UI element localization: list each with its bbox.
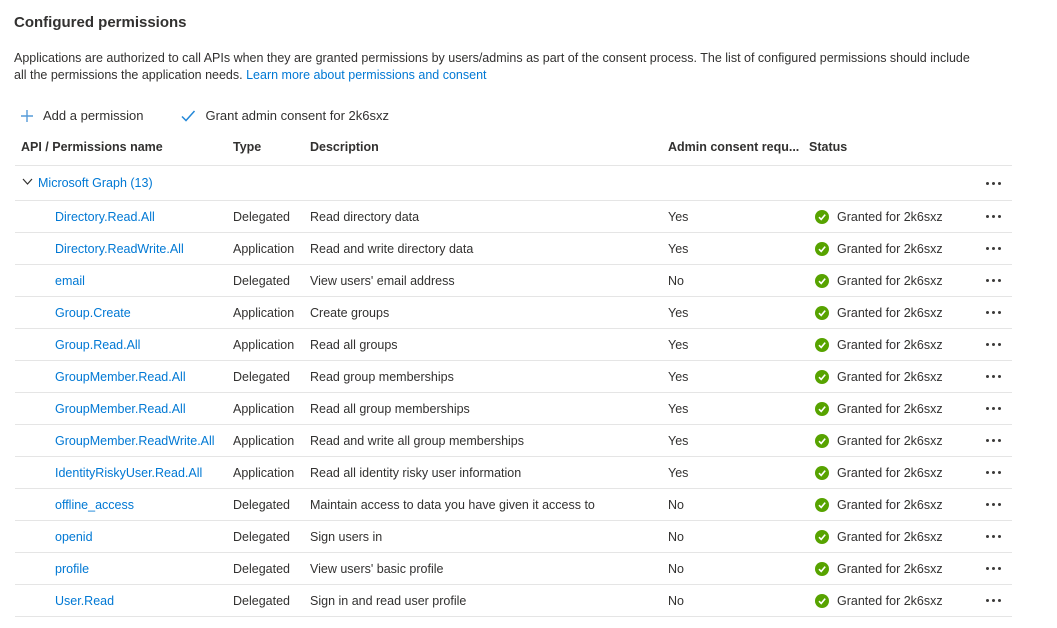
permission-description-cell: Sign users in: [310, 529, 383, 544]
permission-row: [15, 329, 1012, 361]
permission-type-cell: Application: [233, 433, 295, 448]
row-context-menu-button[interactable]: [984, 593, 1003, 608]
ellipsis-horizontal-icon: [986, 279, 989, 282]
row-actions-cell: [975, 433, 1012, 448]
permission-type-cell: Delegated: [233, 593, 290, 608]
permission-name-cell: [15, 306, 233, 320]
status-cell: [809, 562, 975, 576]
page-title: Configured permissions: [14, 14, 187, 31]
check-circle-icon: [815, 434, 829, 448]
ellipsis-horizontal-icon: [986, 407, 989, 410]
permission-name-cell: [15, 498, 233, 512]
row-actions-cell: [975, 273, 1012, 288]
permission-row: [15, 585, 1012, 617]
status-cell: [809, 466, 975, 480]
permission-name-link[interactable]: email: [55, 273, 85, 288]
status-cell: [809, 210, 975, 224]
permission-name-link[interactable]: Directory.ReadWrite.All: [55, 241, 184, 256]
permission-description-cell: Read and write all group memberships: [310, 433, 524, 448]
ellipsis-horizontal-icon: [986, 535, 989, 538]
status-wrap: [809, 434, 975, 448]
row-context-menu-button[interactable]: [984, 369, 1003, 384]
table-body: [15, 201, 1012, 617]
permission-row: [15, 521, 1012, 553]
permission-description-cell: View users' email address: [310, 273, 455, 288]
header-status: Status: [809, 140, 848, 154]
admin-consent-cell: Yes: [668, 433, 689, 448]
row-actions-cell: [975, 593, 1012, 608]
admin-consent-cell: Yes: [668, 305, 689, 320]
permission-description-cell: Read group memberships: [310, 369, 454, 384]
row-context-menu-button[interactable]: [984, 401, 1003, 416]
permission-description-cell: Read all groups: [310, 337, 398, 352]
chevron-down-icon: [21, 175, 34, 191]
check-circle-icon: [815, 338, 829, 352]
permission-name-cell: [15, 434, 233, 448]
status-text: Granted for 2k6sxz: [837, 241, 943, 256]
status-wrap: [809, 562, 975, 576]
ellipsis-horizontal-icon: [986, 343, 989, 346]
ellipsis-horizontal-icon: [986, 599, 989, 602]
row-context-menu-button[interactable]: [984, 433, 1003, 448]
permission-row: [15, 265, 1012, 297]
admin-consent-cell: No: [668, 593, 684, 608]
checkmark-icon: [181, 110, 196, 122]
ellipsis-horizontal-icon: [986, 503, 989, 506]
permission-name-link[interactable]: Directory.Read.All: [55, 209, 155, 224]
status-text: Granted for 2k6sxz: [837, 593, 943, 608]
permission-type-cell: Delegated: [233, 561, 290, 576]
permission-name-cell: [15, 402, 233, 416]
check-circle-icon: [815, 370, 829, 384]
row-context-menu-button[interactable]: [984, 273, 1003, 288]
check-circle-icon: [815, 594, 829, 608]
permission-name-link[interactable]: openid: [55, 529, 93, 544]
permission-type-cell: Delegated: [233, 369, 290, 384]
permission-type-cell: Delegated: [233, 209, 290, 224]
status-text: Granted for 2k6sxz: [837, 561, 943, 576]
permission-type-cell: Application: [233, 337, 295, 352]
check-circle-icon: [815, 274, 829, 288]
group-expander-button[interactable]: [15, 175, 975, 191]
header-admin-consent-required: Admin consent requ...: [668, 140, 800, 154]
permission-type-cell: Delegated: [233, 529, 290, 544]
permission-name-link[interactable]: profile: [55, 561, 90, 576]
status-cell: [809, 402, 975, 416]
permission-type-cell: Application: [233, 465, 295, 480]
permission-name-link[interactable]: IdentityRiskyUser.Read.All: [55, 465, 203, 480]
check-circle-icon: [815, 242, 829, 256]
status-text: Granted for 2k6sxz: [837, 497, 943, 512]
row-context-menu-button[interactable]: [984, 305, 1003, 320]
permission-name-cell: [15, 466, 233, 480]
permission-name-cell: [15, 530, 233, 544]
check-circle-icon: [815, 498, 829, 512]
admin-consent-cell: Yes: [668, 209, 689, 224]
grant-admin-consent-label: Grant admin consent for 2k6sxz: [205, 108, 389, 123]
status-cell: [809, 530, 975, 544]
status-wrap: [809, 274, 975, 288]
permission-row: [15, 425, 1012, 457]
permission-row: [15, 361, 1012, 393]
permission-name-cell: [15, 594, 233, 608]
status-text: Granted for 2k6sxz: [837, 369, 943, 384]
row-context-menu-button[interactable]: [984, 561, 1003, 576]
permission-name-link[interactable]: offline_access: [55, 497, 134, 512]
admin-consent-cell: Yes: [668, 337, 689, 352]
permission-type-cell: Application: [233, 241, 295, 256]
status-cell: [809, 274, 975, 288]
status-text: Granted for 2k6sxz: [837, 305, 943, 320]
plus-icon: [20, 109, 34, 123]
check-circle-icon: [815, 210, 829, 224]
check-circle-icon: [815, 466, 829, 480]
status-cell: [809, 242, 975, 256]
permission-name-link[interactable]: GroupMember.Read.All: [55, 401, 186, 416]
admin-consent-cell: No: [668, 497, 684, 512]
permission-row: [15, 201, 1012, 233]
row-actions-cell: [975, 209, 1012, 224]
permission-row: [15, 553, 1012, 585]
permission-row: [15, 489, 1012, 521]
group-context-menu-button[interactable]: [984, 176, 1003, 191]
permission-description-cell: Read and write directory data: [310, 241, 474, 256]
status-text: Granted for 2k6sxz: [837, 529, 943, 544]
status-wrap: [809, 338, 975, 352]
row-context-menu-button[interactable]: [984, 337, 1003, 352]
row-actions-cell: [975, 241, 1012, 256]
permission-row: [15, 297, 1012, 329]
admin-consent-cell: No: [668, 529, 684, 544]
status-cell: [809, 434, 975, 448]
permission-description-cell: Read directory data: [310, 209, 420, 224]
admin-consent-cell: Yes: [668, 369, 689, 384]
status-wrap: [809, 242, 975, 256]
permission-type-cell: Application: [233, 305, 295, 320]
status-wrap: [809, 402, 975, 416]
status-cell: [809, 370, 975, 384]
row-actions-cell: [975, 497, 1012, 512]
admin-consent-cell: No: [668, 561, 684, 576]
ellipsis-horizontal-icon: [986, 311, 989, 314]
ellipsis-horizontal-icon: [986, 375, 989, 378]
permission-row: [15, 393, 1012, 425]
permission-name-cell: [15, 562, 233, 576]
group-actions-cell: [975, 176, 1012, 191]
ellipsis-horizontal-icon: [986, 567, 989, 570]
row-actions-cell: [975, 337, 1012, 352]
ellipsis-horizontal-icon: [986, 182, 989, 185]
add-permission-label: Add a permission: [43, 108, 144, 123]
header-description: Description: [310, 140, 379, 154]
permission-type-cell: Application: [233, 401, 295, 416]
permission-description-cell: Maintain access to data you have given it access to: [310, 497, 595, 512]
row-context-menu-button[interactable]: [984, 209, 1003, 224]
header-type: Type: [233, 140, 262, 154]
status-wrap: [809, 466, 975, 480]
check-circle-icon: [815, 306, 829, 320]
row-actions-cell: [975, 369, 1012, 384]
permission-name-link[interactable]: GroupMember.ReadWrite.All: [55, 433, 215, 448]
status-wrap: [809, 306, 975, 320]
permission-description-cell: Create groups: [310, 305, 390, 320]
row-actions-cell: [975, 401, 1012, 416]
permission-name-link[interactable]: Group.Create: [55, 305, 131, 320]
api-group-row-microsoft-graph: [15, 166, 1012, 201]
status-wrap: [809, 370, 975, 384]
row-actions-cell: [975, 561, 1012, 576]
ellipsis-horizontal-icon: [986, 215, 989, 218]
ellipsis-horizontal-icon: [986, 439, 989, 442]
ellipsis-horizontal-icon: [986, 247, 989, 250]
intro-text: [14, 50, 1045, 84]
command-bar: [20, 103, 1045, 128]
permission-name-link[interactable]: Group.Read.All: [55, 337, 141, 352]
add-permission-button[interactable]: [20, 108, 143, 123]
status-cell: [809, 498, 975, 512]
permission-name-link[interactable]: GroupMember.Read.All: [55, 369, 186, 384]
permission-row: [15, 457, 1012, 489]
status-cell: [809, 306, 975, 320]
intro-line-2: [14, 67, 1045, 84]
row-actions-cell: [975, 529, 1012, 544]
grant-admin-consent-button[interactable]: [181, 108, 389, 123]
table-header-row: [15, 128, 1012, 166]
permission-name-cell: [15, 338, 233, 352]
row-actions-cell: [975, 465, 1012, 480]
row-context-menu-button[interactable]: [984, 241, 1003, 256]
row-context-menu-button[interactable]: [984, 529, 1003, 544]
status-wrap: [809, 210, 975, 224]
row-actions-cell: [975, 305, 1012, 320]
admin-consent-cell: No: [668, 273, 684, 288]
permission-type-cell: Delegated: [233, 273, 290, 288]
status-text: Granted for 2k6sxz: [837, 337, 943, 352]
admin-consent-cell: Yes: [668, 241, 689, 256]
status-cell: [809, 338, 975, 352]
row-context-menu-button[interactable]: [984, 497, 1003, 512]
permission-description-cell: Read all group memberships: [310, 401, 470, 416]
permission-name-link[interactable]: User.Read: [55, 593, 115, 608]
admin-consent-cell: Yes: [668, 465, 689, 480]
permission-description-cell: Sign in and read user profile: [310, 593, 467, 608]
status-text: Granted for 2k6sxz: [837, 401, 943, 416]
permission-name-cell: [15, 210, 233, 224]
status-cell: [809, 594, 975, 608]
row-context-menu-button[interactable]: [984, 465, 1003, 480]
intro-line-2-text: all the permissions the application needs.: [14, 68, 247, 82]
header-api-permissions-name: API / Permissions name: [21, 140, 163, 154]
status-wrap: [809, 530, 975, 544]
status-text: Granted for 2k6sxz: [837, 433, 943, 448]
check-circle-icon: [815, 530, 829, 544]
permission-description-cell: Read all identity risky user information: [310, 465, 522, 480]
status-text: Granted for 2k6sxz: [837, 465, 943, 480]
permissions-table: [15, 128, 1012, 617]
status-text: Granted for 2k6sxz: [837, 273, 943, 288]
admin-consent-cell: Yes: [668, 401, 689, 416]
permission-row: [15, 233, 1012, 265]
status-wrap: [809, 594, 975, 608]
permission-name-cell: [15, 274, 233, 288]
ellipsis-horizontal-icon: [986, 471, 989, 474]
permission-type-cell: Delegated: [233, 497, 290, 512]
check-circle-icon: [815, 402, 829, 416]
status-wrap: [809, 498, 975, 512]
group-label: Microsoft Graph (13): [38, 176, 153, 190]
permission-name-cell: [15, 370, 233, 384]
learn-more-link[interactable]: Learn more about permissions and consent: [246, 68, 487, 82]
intro-line-1: Applications are authorized to call APIs when they are granted permissions by users/admins as part of the consent process. The list of configured permissions should include: [14, 51, 970, 65]
status-text: Granted for 2k6sxz: [837, 209, 943, 224]
check-circle-icon: [815, 562, 829, 576]
permission-name-cell: [15, 242, 233, 256]
permission-description-cell: View users' basic profile: [310, 561, 444, 576]
